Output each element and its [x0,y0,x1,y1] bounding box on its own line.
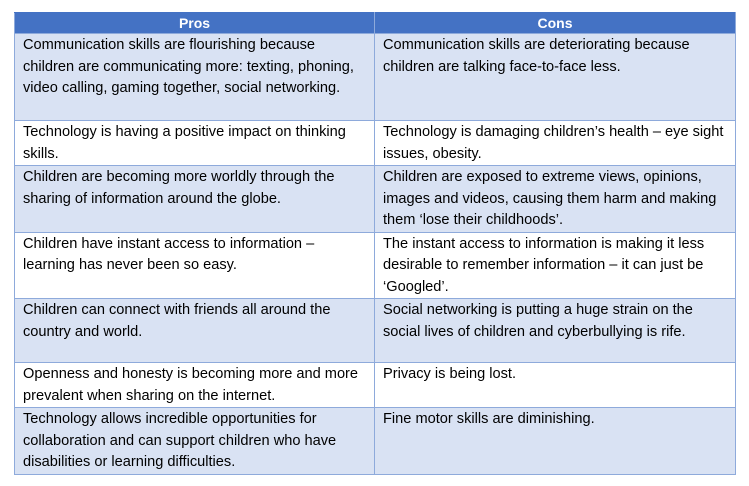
table-row [15,121,736,166]
pro-cell: Technology allows incredible opportunities for collaboration and can support children who have disabilities or learning difficulties. [15,408,375,475]
header-pros: Pros [15,13,375,34]
con-cell: Children are exposed to extreme views, opinions, images and videos, causing them harm and making them ‘lose their childhoods’. [375,166,736,233]
pro-cell: Openness and honesty is becoming more and more prevalent when sharing on the internet. [15,363,375,408]
con-cell: Privacy is being lost. [375,363,736,408]
pro-cell: Technology is having a positive impact on thinking skills. [15,121,375,166]
con-cell: Technology is damaging children’s health – eye sight issues, obesity. [375,121,736,166]
table-row [15,166,736,233]
con-cell: Fine motor skills are diminishing. [375,408,736,475]
table-row [15,34,736,121]
table-row [15,408,736,475]
pro-cell: Children have instant access to information – learning has never been so easy. [15,232,375,299]
pro-cell: Communication skills are flourishing because children are communicating more: texting, phoning, video calling, gaming together, social networking. [15,34,375,121]
table-row [15,363,736,408]
table-row [15,299,736,363]
table-row [15,232,736,299]
pro-cell: Children are becoming more worldly through the sharing of information around the globe. [15,166,375,233]
table-header-row [15,13,736,34]
con-cell: Social networking is putting a huge strain on the social lives of children and cyberbullying is rife. [375,299,736,363]
pros-cons-table-container [14,12,735,475]
pros-cons-table [14,12,736,475]
con-cell: The instant access to information is making it less desirable to remember information – it can just be ‘Googled’. [375,232,736,299]
con-cell: Communication skills are deteriorating because children are talking face-to-face less. [375,34,736,121]
pro-cell: Children can connect with friends all around the country and world. [15,299,375,363]
header-cons: Cons [375,13,736,34]
